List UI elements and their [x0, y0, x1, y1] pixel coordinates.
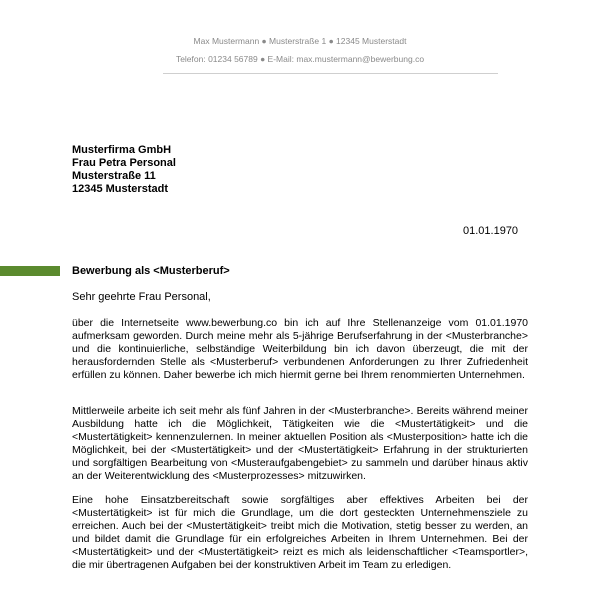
sender-contact-line: Telefon: 01234 56789 ● E-Mail: max.mustermann@bewerbung.co [175, 54, 425, 64]
letter-date: 01.01.1970 [463, 225, 519, 237]
recipient-company: Musterfirma GmbH [72, 144, 172, 156]
recipient-address-block [72, 144, 176, 196]
recipient-street: Musterstraße 11 [72, 170, 156, 182]
body-paragraph-2: Mittlerweile arbeite ich seit mehr als fünf Jahren in der <Musterbranche>. Bereits während meiner Ausbildung hatte ich die Möglichkeit, Tätigkeiten wie die <Mustertätigkeit> und die <Mustertätigkeit> kennenzulernen. In meiner aktuellen Position als <Musterposition> hatte ich die Möglichkeit, bei der <Mustertätigkeit> und der <Mustertätigkeit> Erfahrung in der strukturierten und sorgfältigen Bearbeitung von <Musteraufgabengebiet> zu sammeln und darüber hinaus aktiv an der Weiterentwicklung des <Musterprozesses> mitzuwirken. [72, 405, 528, 482]
recipient-city: 12345 Musterstadt [72, 183, 168, 195]
recipient-contact: Frau Petra Personal [72, 157, 176, 169]
body-paragraph-1: über die Internetseite www.bewerbung.co bin ich auf Ihre Stellenanzeige vom 01.01.1970 aufmerksam geworden. Durch meine mehr als 5-jährige Berufserfahrung in der <Musterbranche> und die kontinuierliche, selbständige Weiterbildung bin ich davon überzeugt, die mit der herausfordernden Stelle als <Musterberuf> verbundenen Anforderungen zu Ihrer Zufriedenheit erfüllen zu können. Daher bewerbe ich mich hiermit gerne bei Ihrem renommierten Unternehmen. [72, 317, 528, 381]
salutation: Sehr geehrte Frau Personal, [72, 291, 211, 303]
header-divider [163, 73, 498, 74]
accent-bar [0, 266, 60, 276]
sender-address-line: Max Mustermann ● Musterstraße 1 ● 12345 Musterstadt [193, 36, 407, 46]
body-paragraph-3: Eine hohe Einsatzbereitschaft sowie sorgfältiges aber effektives Arbeiten bei der <Mustertätigkeit> ist für mich die Grundlage, um die dort gesteckten Unternehmensziele zu erreichen. Auch bei der <Mustertätigkeit> treibt mich die Motivation, stetig besser zu werden, an und bildet damit die Grundlage für ein erfolgreiches Arbeiten in Ihrem Unternehmen. Bei der <Mustertätigkeit> und der <Mustertätigkeit> reizt es mich als leidenschaftlicher <Teamsportler>, die mir übertragenen Aufgaben bei der konstruktiven Arbeit im Team zu erledigen. [72, 494, 528, 571]
letter-subject: Bewerbung als <Musterberuf> [72, 265, 230, 277]
